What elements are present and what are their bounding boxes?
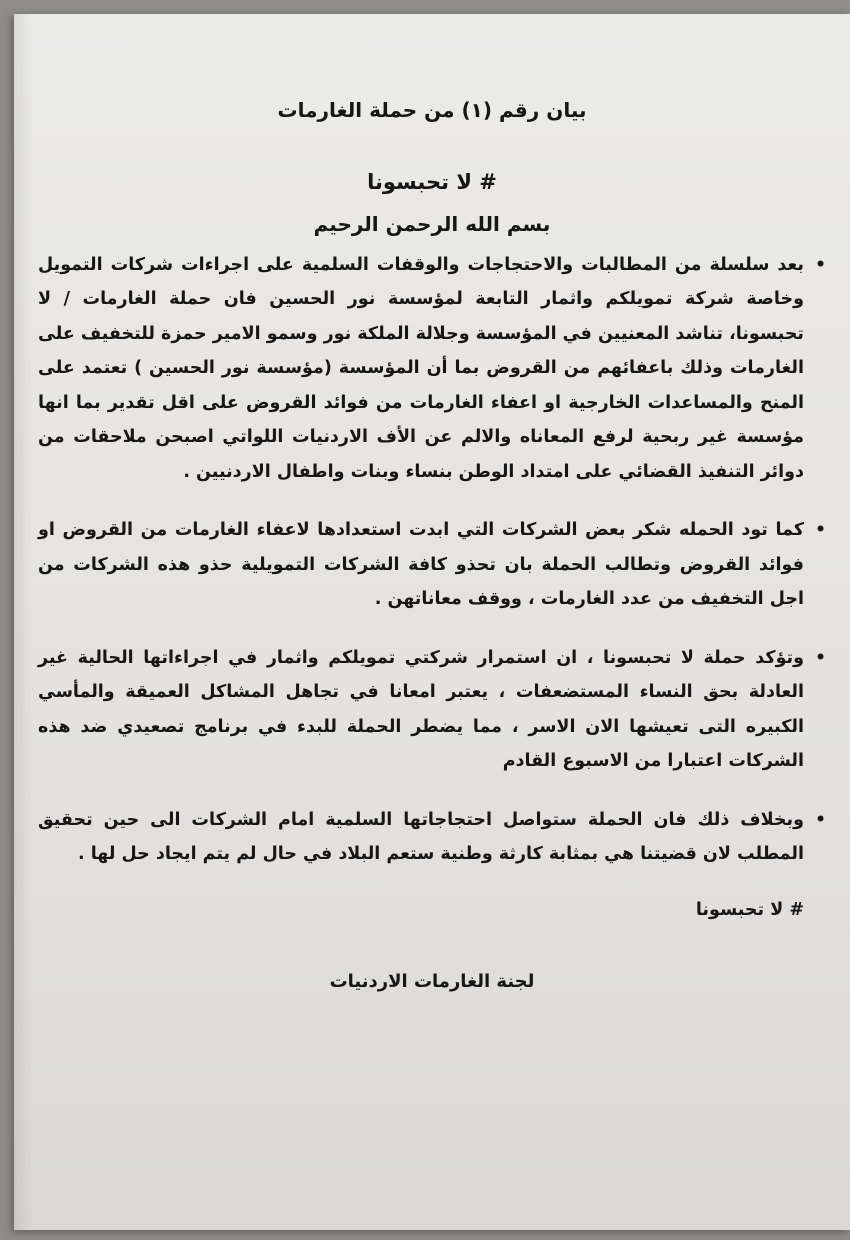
statement-point <box>38 248 826 490</box>
statement-point-text: وبخلاف ذلك فان الحملة ستواصل احتجاجاتها السلمية امام الشركات الى حين تحقيق المطلب لان قضيتنا هي بمثابة كارثة وطنية ستعم البلاد في حال لم يتم ايجاد حل لها . <box>38 809 804 865</box>
statement-point-text: وتؤكد حملة لا تحبسونا ، ان استمرار شركتي تمويلكم واثمار في اجراءاتها الحالية غير العادلة بحق النساء المستضعفات ، يعتبر امعانا في تجاهل المشاكل العميقة والمأسي الكبيره التى تعيشها الان الاسر ، مما يضطر الحملة للبدء في برنامج تصعيدي ضد هذه الشركات اعتبارا من الاسبوع القادم <box>38 647 804 772</box>
statement-point <box>38 641 826 779</box>
paper-sheet <box>14 14 850 1230</box>
closing-hashtag: # لا تحبسونا <box>695 899 804 920</box>
bullet-icon: • <box>815 809 826 830</box>
signature-committee: لجنة الغارمات الاردنيات <box>329 970 535 992</box>
statement-point <box>38 803 826 872</box>
basmala: بسم الله الرحمن الرحيم <box>313 211 551 236</box>
statement-document <box>38 94 826 996</box>
statement-point <box>38 513 826 617</box>
statement-point-text: بعد سلسلة من المطالبات والاحتجاجات والوقفات السلمية على اجراءات شركات التمويل وخاصة شركة تمويلكم واثمار التابعة لمؤسسة نور الحسين فان حملة الغارمات / لا تحبسونا، تناشد المعنيين في المؤسسة وجلالة الملكة نور وسمو الامير حمزة للتخفيف على الغارمات وذلك باعفائهم من القروض بما أن المؤسسة (مؤسسة نور الحسين ) تعتمد على المنح والمساعدات الخارجية او اعفاء الغارمات من فوائد القروض على اقل تقدير بما انها مؤسسة غير ربحية لرفع المعاناه والالم عن الأف الاردنيات اللواتي اصبحن ملاحقات من دوائر التنفيذ القضائي على امتداد الوطن بنساء وبنات واطفال الاردنيين . <box>38 254 804 482</box>
statement-points <box>38 248 826 872</box>
campaign-hashtag: # لا تحبسونا <box>367 170 497 194</box>
bullet-icon: • <box>815 520 826 541</box>
statement-point-text: كما تود الحمله شكر بعض الشركات التي ابدت استعدادها لاعفاء الغارمات من القروض او فوائد القروض وتطالب الحملة بان تحذو كافة الشركات التمويلية حذو هذه الشركات من اجل التخفيف من عدد الغارمات ، ووقف معاناتهن . <box>38 520 804 610</box>
bullet-icon: • <box>815 254 826 275</box>
bullet-icon: • <box>815 647 826 668</box>
statement-title: بيان رقم (١) من حملة الغارمات <box>277 98 587 122</box>
